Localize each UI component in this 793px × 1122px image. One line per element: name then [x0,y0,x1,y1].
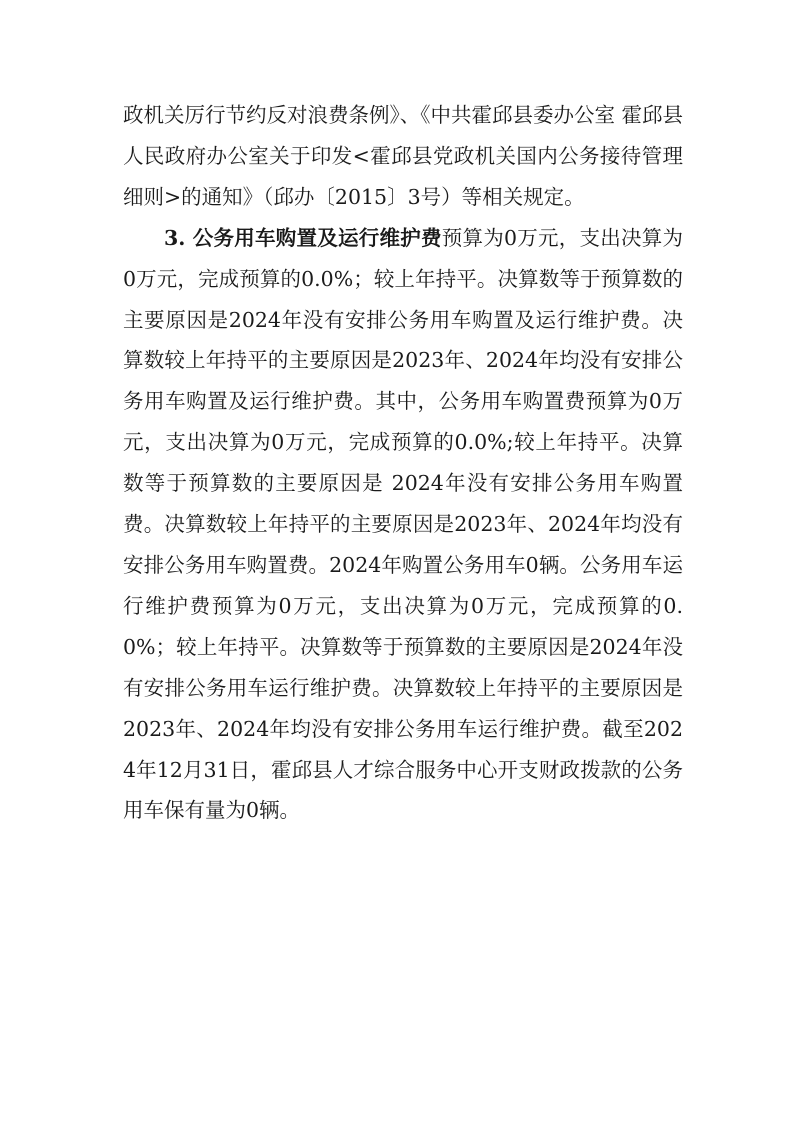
paragraph-vehicle-expenses [123,218,683,832]
paragraph-vehicle-expenses-text: 预算为0万元，支出决算为 0万元，完成预算的0.0%；较上年持平。决算数等于预算数的主要原因是2024年没有安排公务用车购置及运行维护费。决算数较上年持平的主要原因是2023年、2024年均没有安排公务用车购置及运行维护费。其中，公务用车购置费预算为0万元，支出决算为0万元，完成预算的0.0%;较上年持平。决算数等于预算数的主要原因是 2024年没有安排公务用车购置费。决算数较上年持平的主要原因是2023年、2024年均没有安排公务用车购置费。2024年购置公务用车0辆。公务用车运行维护费预算为0万元，支出决算为0万元，完成预算的0.0%；较上年持平。决算数等于预算数的主要原因是2024年没有安排公务用车运行维护费。决算数较上年持平的主要原因是 2023年、2024年均没有安排公务用车运行维护费。截至2024年12月31日，霍邱县人才综合服务中心开支财政拨款的公务用车保有量为0辆。 [123,225,683,823]
body-text [123,95,683,831]
paragraph-regulations [123,95,683,218]
paragraph-regulations-text: 政机关厉行节约反对浪费条例》、《中共霍邱县委办公室 霍邱县人民政府办公室关于印发<霍邱县党政机关国内公务接待管理细则>的通知》（邱办〔2015〕3号）等相关规定。 [123,103,684,209]
section-heading-vehicle-expenses: 3. 公务用车购置及运行维护费 [164,225,442,250]
